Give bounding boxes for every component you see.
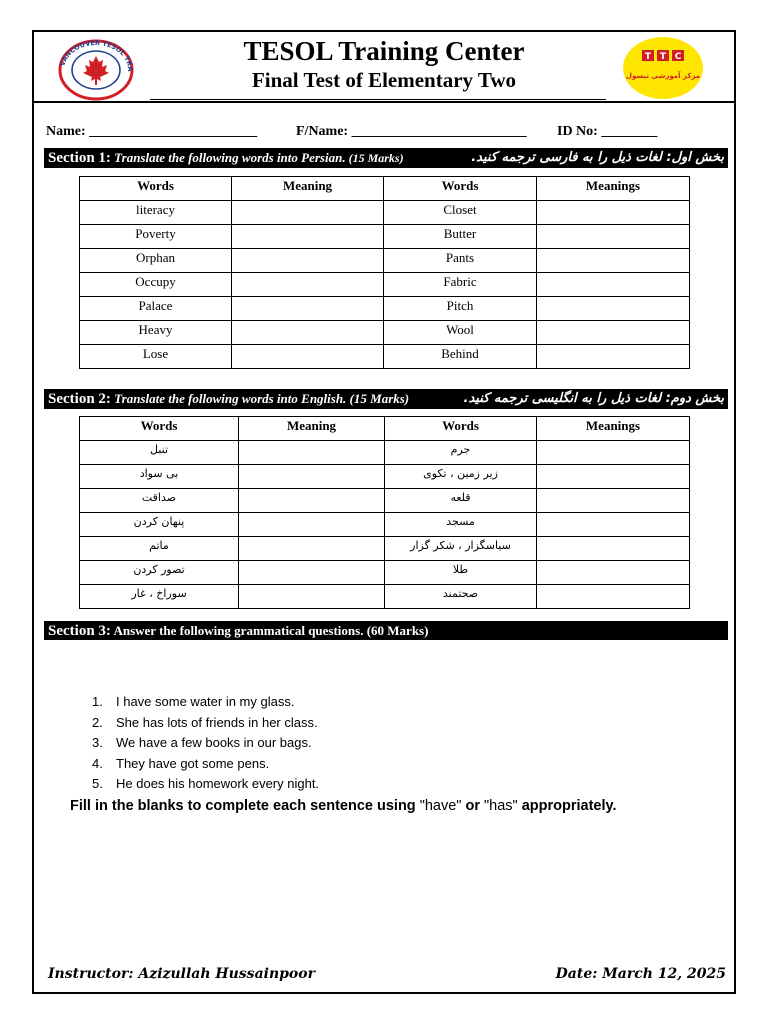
answer-cell[interactable] <box>239 441 385 465</box>
answer-cell[interactable] <box>232 201 384 225</box>
word-cell: صداقت <box>80 489 239 513</box>
svg-text:T: T <box>644 52 652 62</box>
question-number: 4. <box>92 755 103 771</box>
section1-persian: بخش اول: لغات ذیل را به فارسی ترجمه کنید. <box>471 150 724 165</box>
question-text: They have got some pens. <box>116 755 270 771</box>
word-cell: تنبل <box>80 441 239 465</box>
word-cell: بی سواد <box>80 465 239 489</box>
ttc-logo-subtext: مرکز آموزشی تیسول <box>625 72 701 80</box>
word-cell: Occupy <box>80 273 232 297</box>
word-cell: Butter <box>384 225 537 249</box>
table-header: Words <box>385 417 537 441</box>
table-row <box>80 513 690 537</box>
word-cell: Pants <box>384 249 537 273</box>
table-row <box>80 465 690 489</box>
word-cell: Fabric <box>384 273 537 297</box>
table-row <box>80 321 690 345</box>
answer-cell[interactable] <box>537 249 690 273</box>
table-row <box>80 345 690 369</box>
section2-instruction: Translate the following words into English. (15 Marks) <box>110 391 410 406</box>
answer-cell[interactable] <box>537 273 690 297</box>
answer-cell[interactable] <box>537 225 690 249</box>
svg-text:C: C <box>674 52 682 62</box>
answer-cell[interactable] <box>232 297 384 321</box>
word-cell: literacy <box>80 201 232 225</box>
answer-cell[interactable] <box>239 489 385 513</box>
section3-instruction: Answer the following grammatical questions. (60 Marks) <box>110 623 429 638</box>
question-text: I have some water in my glass. <box>116 694 295 709</box>
section3-bar <box>44 621 728 640</box>
word-cell: ماتم <box>80 537 239 561</box>
answer-cell[interactable] <box>537 561 690 585</box>
list-item <box>92 735 319 756</box>
table-header: Words <box>80 177 232 201</box>
table-row <box>80 489 690 513</box>
page-title: TESOL Training Center <box>243 36 525 66</box>
section3-label: Section 3: <box>48 623 111 639</box>
name-field[interactable]: Name: ________________________ <box>46 124 258 139</box>
answer-cell[interactable] <box>537 297 690 321</box>
table-row <box>80 441 690 465</box>
table-row <box>80 297 690 321</box>
word-cell: مسجد <box>385 513 537 537</box>
question-number: 2. <box>92 714 103 730</box>
section2-label: Section 2 <box>48 391 106 407</box>
word-cell: Closet <box>384 201 537 225</box>
table-header: Words <box>80 417 239 441</box>
question-number: 1. <box>92 694 103 709</box>
word-cell: طلا <box>385 561 537 585</box>
answer-cell[interactable] <box>232 273 384 297</box>
table-row <box>80 249 690 273</box>
answer-cell[interactable] <box>537 321 690 345</box>
section1-label: Section 1 <box>48 150 106 166</box>
section1-table <box>79 176 690 369</box>
list-item <box>92 756 319 777</box>
test-date: Date: March 12, 2025 <box>555 966 726 982</box>
answer-cell[interactable] <box>232 345 384 369</box>
answer-cell[interactable] <box>239 537 385 561</box>
section2-table <box>79 416 690 609</box>
section1-marks: (15 Marks) <box>345 151 404 165</box>
title-underline <box>150 99 606 100</box>
question-text: She has lots of friends in her class. <box>116 714 318 730</box>
answer-cell[interactable] <box>239 561 385 585</box>
list-item <box>92 715 319 736</box>
question-number: 5. <box>92 776 103 791</box>
word-cell: جرم <box>385 441 537 465</box>
header-divider <box>32 101 736 103</box>
word-cell: Lose <box>80 345 232 369</box>
answer-cell[interactable] <box>232 321 384 345</box>
word-cell: Orphan <box>80 249 232 273</box>
answer-cell[interactable] <box>537 441 690 465</box>
word-cell: Poverty <box>80 225 232 249</box>
word-cell: تصور کردن <box>80 561 239 585</box>
table-header: Meaning <box>239 417 385 441</box>
answer-cell[interactable] <box>537 513 690 537</box>
answer-cell[interactable] <box>239 465 385 489</box>
table-header: Meanings <box>537 177 690 201</box>
word-cell: Palace <box>80 297 232 321</box>
table-header: Meanings <box>537 417 690 441</box>
question-text: He does his homework every night. <box>116 776 320 791</box>
table-row <box>80 273 690 297</box>
section1-bar: Section 1: Translate the following words into Persian. (15 Marks) بخش اول: لغات ذیل را به فارسی ترجمه کنید. <box>44 148 728 168</box>
question-list <box>92 694 319 797</box>
word-cell: Behind <box>384 345 537 369</box>
word-cell: سوراخ ، غار <box>80 585 239 609</box>
list-item <box>92 776 319 797</box>
answer-cell[interactable] <box>232 249 384 273</box>
word-cell: Pitch <box>384 297 537 321</box>
word-cell: صحتمند <box>385 585 537 609</box>
answer-cell[interactable] <box>232 225 384 249</box>
word-cell: پنهان کردن <box>80 513 239 537</box>
id-field[interactable]: ID No: ________ <box>557 124 658 139</box>
table-row <box>80 201 690 225</box>
answer-cell[interactable] <box>537 585 690 609</box>
question-text: We have a few books in our bags. <box>116 735 312 750</box>
svg-text:T: T <box>659 52 667 62</box>
section1-instruction: Translate the following words into Persian. <box>110 150 346 165</box>
table-header: Meaning <box>232 177 384 201</box>
answer-cell[interactable] <box>239 513 385 537</box>
word-cell: Wool <box>384 321 537 345</box>
table-row <box>80 585 690 609</box>
answer-cell[interactable] <box>537 489 690 513</box>
page-subtitle: Final Test of Elementary Two <box>251 68 517 92</box>
instructor-signature: Instructor: Azizullah Hussainpoor <box>48 966 315 982</box>
word-cell: قلعه <box>385 489 537 513</box>
fill-instruction: Fill in the blanks to complete each sentence using "have" or "has" appropriately. <box>70 798 617 814</box>
question-number: 3. <box>92 735 103 750</box>
table-header: Words <box>384 177 537 201</box>
list-item <box>92 694 319 715</box>
table-row <box>80 561 690 585</box>
section2-bar: Section 2: Translate the following words into English. (15 Marks) بخش دوم: لغات ذیل را به انگلیسی ترجمه کنید. <box>44 389 728 409</box>
table-row <box>80 537 690 561</box>
answer-cell[interactable] <box>537 537 690 561</box>
word-cell: Heavy <box>80 321 232 345</box>
table-row <box>80 225 690 249</box>
answer-cell[interactable] <box>537 465 690 489</box>
svg-text:VANCOUVER TESOL TRAINING CENTE: VANCOUVER TESOL TRA <box>58 38 135 72</box>
answer-cell[interactable] <box>239 585 385 609</box>
word-cell: سیاسگزار ، شکر گزار <box>385 537 537 561</box>
word-cell: زیر زمین ، تکوی <box>385 465 537 489</box>
answer-cell[interactable] <box>537 201 690 225</box>
section2-persian: بخش دوم: لغات ذیل را به انگلیسی ترجمه کنید. <box>463 391 724 406</box>
answer-cell[interactable] <box>537 345 690 369</box>
fname-field[interactable]: F/Name: _________________________ <box>296 124 527 139</box>
